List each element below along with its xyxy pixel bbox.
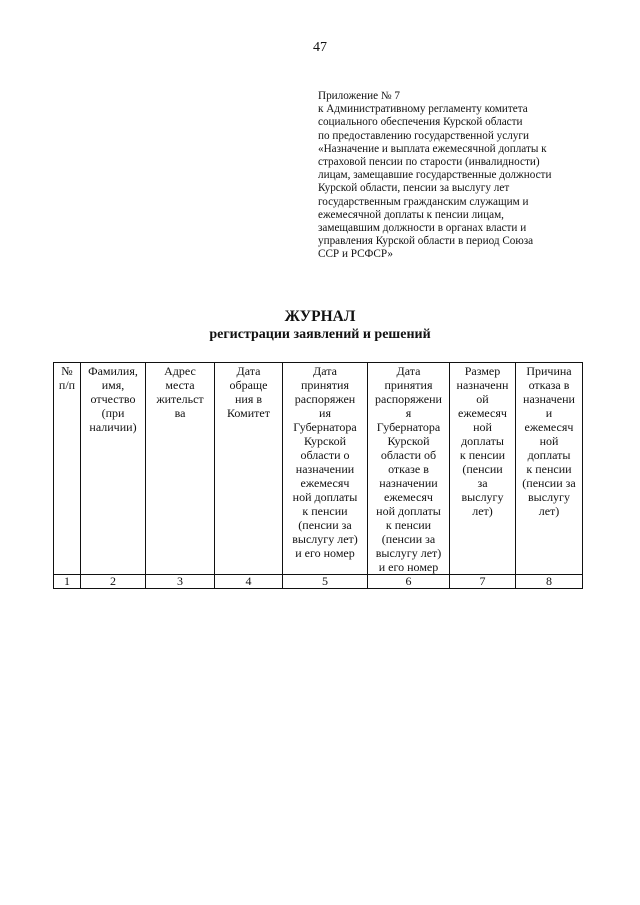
column-number: 3 (146, 575, 215, 589)
appendix-line: к Административному регламенту комитета (318, 103, 528, 116)
appendix-line: ССР и РСФСР» (318, 248, 393, 261)
appendix-line: Приложение № 7 (318, 90, 400, 102)
column-number: 1 (54, 575, 81, 589)
appendix-block (318, 90, 588, 262)
appendix-line: «Назначение и выплата ежемесячной доплаты к (318, 142, 547, 155)
column-header: Причина отказа в назначени и ежемесяч ной доплаты к пенсии (пенсии за выслугу лет) (516, 363, 583, 575)
document-subtitle: регистрации заявлений и решений (209, 327, 431, 342)
column-header: Дата принятия распоряжен ия Губернатора Курской области о назначении ежемесяч ной доплаты к пенсии (пенсии за выслугу лет) и его номер (283, 363, 368, 575)
column-number-row (54, 575, 583, 589)
table-header-row (54, 363, 583, 575)
document-title: ЖУРНАЛ (284, 308, 356, 325)
column-number: 2 (81, 575, 146, 589)
column-number: 4 (215, 575, 283, 589)
appendix-line: государственным гражданским служащим и (318, 195, 529, 208)
column-number: 7 (450, 575, 516, 589)
column-header: Дата обраще ния в Комитет (215, 363, 283, 575)
appendix-line: ежемесячной доплаты к пенсии лицам, (318, 208, 504, 221)
appendix-line: замещавшим должности в органах власти и (318, 222, 527, 235)
appendix-line: социального обеспечения Курской области (318, 116, 523, 129)
column-header: Фамилия, имя, отчество (при наличии) (81, 363, 146, 575)
column-header: № п/п (54, 363, 81, 575)
column-number: 8 (516, 575, 583, 589)
column-header: Размер назначенн ой ежемесяч ной доплаты к пенсии (пенсии за выслугу лет) (450, 363, 516, 575)
appendix-line: лицам, замещавшие государственные должности (318, 169, 552, 182)
appendix-line: по предоставлению государственной услуги (318, 129, 529, 142)
appendix-line: страховой пенсии по старости (инвалидности) (318, 156, 540, 169)
appendix-line: Курской области, пенсии за выслугу лет (318, 182, 510, 195)
column-number: 6 (368, 575, 450, 589)
column-number: 5 (283, 575, 368, 589)
registration-journal-table (53, 362, 583, 589)
column-header: Дата принятия распоряжени я Губернатора Курской области об отказе в назначении ежемесяч ной доплаты к пенсии (пенсии за выслугу лет) и его номер (368, 363, 450, 575)
page-number: 47 (313, 40, 327, 55)
appendix-line: управления Курской области в период Союза (318, 235, 534, 248)
column-header: Адрес места жительст ва (146, 363, 215, 575)
